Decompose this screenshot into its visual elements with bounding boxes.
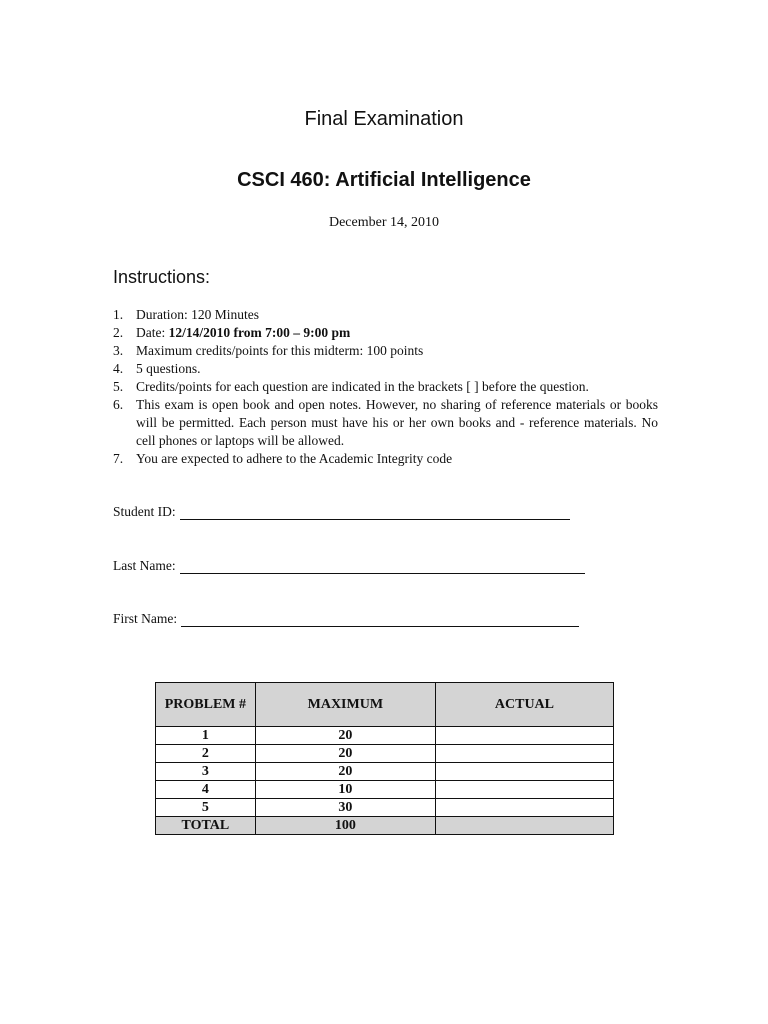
first-name-field [113,611,579,627]
last-name-label: Last Name: [113,558,176,573]
first-name-blank[interactable] [181,612,579,627]
total-maximum: 100 [255,817,435,835]
instruction-item: 4. 5 questions. [113,361,201,376]
table-row [156,763,614,781]
last-name-blank[interactable] [180,559,585,574]
total-row [156,817,614,835]
instruction-item: 5. Credits/points for each question are indicated in the brackets [ ] before the question. [113,379,589,394]
actual-cell[interactable] [435,745,613,763]
actual-cell[interactable] [435,727,613,745]
instructions-list [113,306,658,468]
header-actual: ACTUAL [435,683,613,727]
course-title: CSCI 460: Artificial Intelligence [237,169,531,191]
maximum-cell: 10 [255,781,435,799]
total-label: TOTAL [156,817,256,835]
actual-cell[interactable] [435,799,613,817]
maximum-cell: 20 [255,727,435,745]
instruction-item: 6. This exam is open book and open notes. However, no sharing of reference materials or books will be permitted. Each person must have his or her own books and - reference materials. No cell phones or laptops will be allowed. [113,397,658,448]
instruction-item: 1. Duration: 120 Minutes [113,307,259,322]
problem-cell: 3 [156,763,256,781]
maximum-cell: 20 [255,763,435,781]
student-id-blank[interactable] [180,505,570,520]
table-row [156,745,614,763]
header-problem: PROBLEM # [156,683,256,727]
problem-cell: 1 [156,727,256,745]
problem-cell: 4 [156,781,256,799]
instruction-item: 3. Maximum credits/points for this midterm: 100 points [113,343,424,358]
exam-title: Final Examination [304,108,464,130]
instructions-heading: Instructions: [113,267,211,287]
exam-date: December 14, 2010 [328,215,440,230]
problem-cell: 5 [156,799,256,817]
maximum-cell: 30 [255,799,435,817]
student-id-label: Student ID: [113,504,176,519]
score-table-header [156,683,614,727]
score-table [155,682,614,835]
table-row [156,727,614,745]
student-id-field [113,504,570,520]
instruction-item: 2. Date: 12/14/2010 from 7:00 – 9:00 pm [113,325,351,340]
last-name-field [113,558,585,574]
actual-cell[interactable] [435,781,613,799]
instruction-item: 7. You are expected to adhere to the Academic Integrity code [113,451,453,466]
exam-schedule: 12/14/2010 from 7:00 – 9:00 pm [168,325,351,340]
header-maximum: MAXIMUM [255,683,435,727]
table-row [156,781,614,799]
table-row [156,799,614,817]
first-name-label: First Name: [113,611,178,626]
total-actual[interactable] [435,817,613,835]
maximum-cell: 20 [255,745,435,763]
problem-cell: 2 [156,745,256,763]
actual-cell[interactable] [435,763,613,781]
